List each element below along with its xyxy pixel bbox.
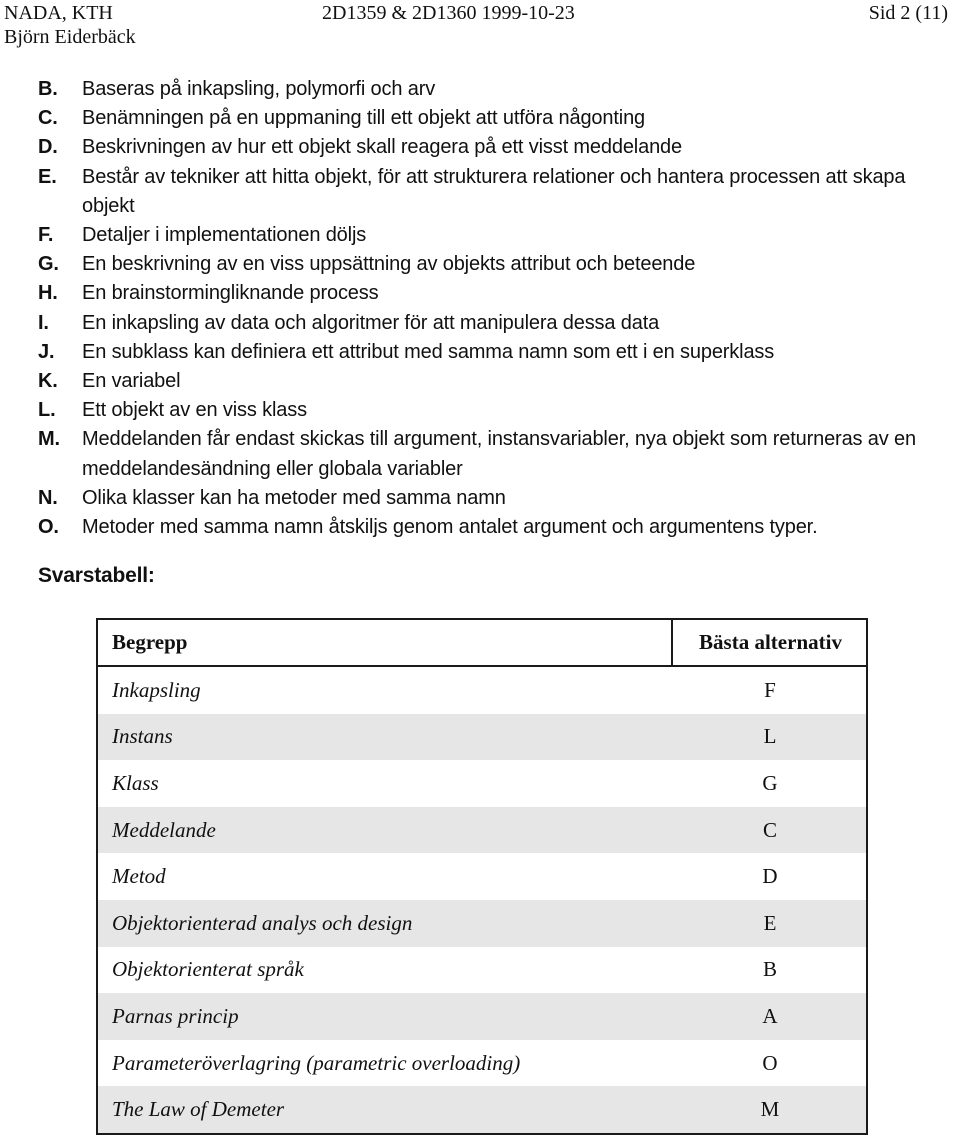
answer-cell: L: [672, 714, 867, 761]
alternative-item: [38, 75, 956, 104]
alternative-letter: K.: [38, 370, 58, 393]
alternative-text: En variabel: [82, 370, 181, 393]
table-row: [97, 1040, 867, 1087]
alternative-letter: I.: [38, 311, 49, 334]
alternative-text: Benämningen på en uppmaning till ett objekt att utföra någonting: [82, 107, 646, 130]
answer-cell: G: [672, 760, 867, 807]
term-cell: Parameteröverlagring (parametric overloading): [97, 1040, 672, 1087]
alternative-letter: L.: [38, 399, 56, 422]
answer-cell: D: [672, 853, 867, 900]
alternative-letter: J.: [38, 340, 55, 363]
alternative-item: [38, 250, 956, 279]
header-course-date: 2D1359 & 2D1360 1999-10-23: [322, 2, 575, 24]
alternative-letter: C.: [38, 107, 58, 130]
alternative-text: Består av tekniker att hitta objekt, för att strukturera relationer och hantera processen att skapa objekt: [82, 165, 906, 217]
answer-table: [96, 618, 868, 1135]
alternative-text: Olika klasser kan ha metoder med samma namn: [82, 486, 506, 509]
header-page-number: Sid 2 (11): [868, 2, 948, 24]
table-row: [97, 947, 867, 994]
alternative-item: [38, 367, 956, 396]
alternatives-list: [38, 75, 956, 542]
alternative-text: Baseras på inkapsling, polymorfi och arv: [82, 78, 436, 100]
header-author: Björn Eiderbäck: [4, 26, 136, 48]
answer-table-label: Svarstabell:: [38, 564, 155, 587]
term-cell: Objektorienterat språk: [97, 947, 672, 994]
answer-table-header-row: [97, 619, 867, 666]
column-header-term: Begrepp: [97, 619, 672, 666]
table-row: [97, 853, 867, 900]
alternative-text: Meddelanden får endast skickas till argument, instansvariabler, nya objekt som returneras av en meddelandesändning eller globala variabler: [82, 428, 916, 480]
alternative-item: [38, 279, 956, 308]
alternative-letter: F.: [38, 224, 54, 247]
alternative-item: [38, 338, 956, 367]
header-institution: NADA, KTH: [4, 2, 113, 24]
alternative-letter: H.: [38, 282, 58, 305]
alternative-letter: O.: [38, 516, 59, 539]
page-header: [0, 0, 960, 56]
alternative-item: [38, 396, 956, 425]
table-row: [97, 807, 867, 854]
alternative-text: En subklass kan definiera ett attribut med samma namn som ett i en superklass: [82, 340, 775, 363]
alternative-item: [38, 221, 956, 250]
alternative-text: Detaljer i implementationen döljs: [82, 224, 367, 247]
alternative-text: En inkapsling av data och algoritmer för att manipulera dessa data: [82, 311, 660, 334]
alternative-text: Metoder med samma namn åtskiljs genom antalet argument och argumentens typer.: [82, 516, 818, 539]
alternative-item: [38, 484, 956, 513]
term-cell: The Law of Demeter: [97, 1086, 672, 1134]
term-cell: Objektorienterad analys och design: [97, 900, 672, 947]
term-cell: Meddelande: [97, 807, 672, 854]
answer-cell: C: [672, 807, 867, 854]
answer-cell: A: [672, 993, 867, 1040]
table-row: [97, 993, 867, 1040]
alternative-item: [38, 163, 956, 221]
term-cell: Instans: [97, 714, 672, 761]
alternative-letter: E.: [38, 165, 57, 188]
alternative-letter: M.: [38, 428, 60, 451]
alternative-text: En brainstormingliknande process: [82, 282, 379, 305]
table-row: [97, 714, 867, 761]
alternative-item: [38, 133, 956, 162]
answer-cell: M: [672, 1086, 867, 1134]
alternative-item: [38, 309, 956, 338]
table-row: [97, 760, 867, 807]
alternative-letter: G.: [38, 253, 59, 276]
alternative-text: En beskrivning av en viss uppsättning av objekts attribut och beteende: [82, 253, 696, 276]
answer-cell: F: [672, 666, 867, 714]
term-cell: Inkapsling: [97, 666, 672, 714]
alternative-text: Ett objekt av en viss klass: [82, 399, 307, 422]
alternative-letter: D.: [38, 136, 58, 159]
alternative-item: [38, 425, 956, 483]
table-row: [97, 1086, 867, 1134]
answer-cell: E: [672, 900, 867, 947]
alternative-item: [38, 104, 956, 133]
table-row: [97, 900, 867, 947]
term-cell: Klass: [97, 760, 672, 807]
alternative-text: Beskrivningen av hur ett objekt skall reagera på ett visst meddelande: [82, 136, 682, 159]
alternative-letter: N.: [38, 486, 58, 509]
term-cell: Parnas princip: [97, 993, 672, 1040]
column-header-answer: Bästa alternativ: [672, 619, 867, 666]
alternative-letter: B.: [38, 78, 58, 100]
answer-cell: O: [672, 1040, 867, 1087]
answer-cell: B: [672, 947, 867, 994]
term-cell: Metod: [97, 853, 672, 900]
table-row: [97, 666, 867, 714]
alternative-item: [38, 513, 956, 542]
header-left: [4, 1, 136, 49]
